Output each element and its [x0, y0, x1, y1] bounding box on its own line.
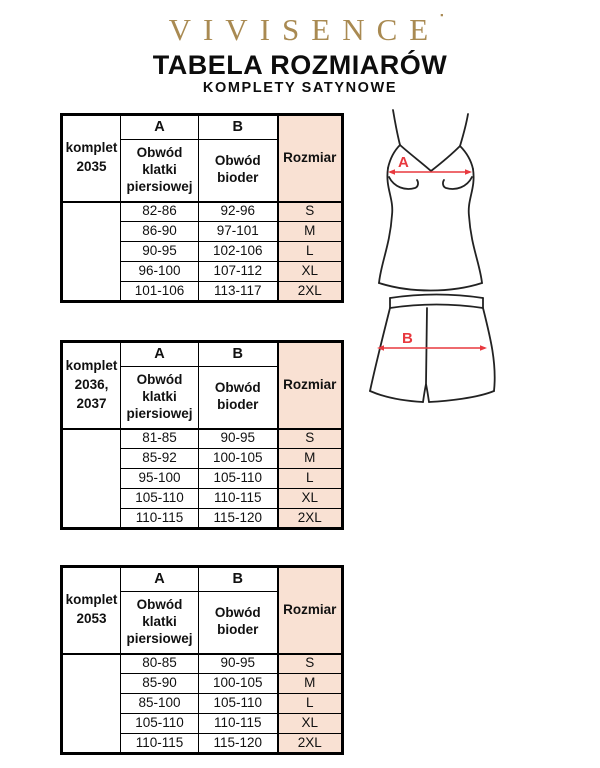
label-b: B	[402, 330, 413, 347]
chest-value: 110-115	[121, 509, 199, 529]
column-a-letter: A	[121, 115, 199, 140]
hip-value: 92-96	[199, 202, 278, 222]
size-value: XL	[278, 714, 343, 734]
size-value: S	[278, 654, 343, 674]
measurement-b-arrow	[377, 330, 487, 351]
trademark-icon: ▪	[440, 10, 444, 20]
table-row	[62, 654, 343, 674]
chest-value: 105-110	[121, 489, 199, 509]
chest-value: 85-100	[121, 694, 199, 714]
column-b-label: Obwód bioder	[199, 140, 278, 202]
camisole-outline	[379, 110, 482, 291]
chest-value: 95-100	[121, 469, 199, 489]
garment-diagram	[350, 100, 600, 420]
chest-value: 90-95	[121, 242, 199, 262]
column-b-letter: B	[199, 115, 278, 140]
set-label: komplet 2036, 2037	[62, 342, 121, 429]
brand-logo	[0, 10, 600, 48]
hip-value: 100-105	[199, 449, 278, 469]
chest-value: 80-85	[121, 654, 199, 674]
chest-value: 101-106	[121, 282, 199, 302]
empty-cell	[62, 202, 121, 302]
hip-value: 113-117	[199, 282, 278, 302]
size-value: 2XL	[278, 282, 343, 302]
chest-value: 85-92	[121, 449, 199, 469]
hip-value: 105-110	[199, 694, 278, 714]
column-b-label: Obwód bioder	[199, 592, 278, 654]
table-row	[62, 429, 343, 449]
hip-value: 90-95	[199, 429, 278, 449]
size-value: L	[278, 469, 343, 489]
size-value: M	[278, 449, 343, 469]
size-value: 2XL	[278, 734, 343, 754]
column-a-label: Obwód klatki piersiowej	[121, 140, 199, 202]
set-label: komplet 2035	[62, 115, 121, 202]
size-value: M	[278, 674, 343, 694]
set-label: komplet 2053	[62, 567, 121, 654]
column-a-letter: A	[121, 342, 199, 367]
size-value: M	[278, 222, 343, 242]
hip-value: 100-105	[199, 674, 278, 694]
page-title: TABELA ROZMIARÓW	[152, 50, 448, 80]
label-a: A	[398, 154, 409, 171]
size-value: S	[278, 429, 343, 449]
hip-value: 107-112	[199, 262, 278, 282]
chest-value: 81-85	[121, 429, 199, 449]
chest-value: 86-90	[121, 222, 199, 242]
size-column-header: Rozmiar	[278, 567, 343, 654]
size-table-komplet-2035	[60, 113, 344, 303]
column-a-letter: A	[121, 567, 199, 592]
empty-cell	[62, 654, 121, 754]
hip-value: 105-110	[199, 469, 278, 489]
hip-value: 90-95	[199, 654, 278, 674]
column-a-label: Obwód klatki piersiowej	[121, 367, 199, 429]
column-a-label: Obwód klatki piersiowej	[121, 592, 199, 654]
column-b-letter: B	[199, 567, 278, 592]
hip-value: 110-115	[199, 714, 278, 734]
size-table-komplet-2036-2037	[60, 340, 344, 530]
hip-value: 102-106	[199, 242, 278, 262]
size-value: L	[278, 694, 343, 714]
column-b-letter: B	[199, 342, 278, 367]
size-column-header: Rozmiar	[278, 342, 343, 429]
size-table-komplet-2053	[60, 565, 344, 755]
chest-value: 96-100	[121, 262, 199, 282]
size-column-header: Rozmiar	[278, 115, 343, 202]
page-subtitle: KOMPLETY SATYNOWE	[202, 80, 398, 96]
hip-value: 115-120	[199, 509, 278, 529]
size-value: S	[278, 202, 343, 222]
hip-value: 97-101	[199, 222, 278, 242]
size-value: 2XL	[278, 509, 343, 529]
measurement-a-arrow	[388, 154, 472, 175]
empty-cell	[62, 429, 121, 529]
chest-value: 110-115	[121, 734, 199, 754]
hip-value: 115-120	[199, 734, 278, 754]
chest-value: 82-86	[121, 202, 199, 222]
column-b-label: Obwód bioder	[199, 367, 278, 429]
size-value: XL	[278, 489, 343, 509]
chest-value: 105-110	[121, 714, 199, 734]
chest-value: 85-90	[121, 674, 199, 694]
size-value: XL	[278, 262, 343, 282]
hip-value: 110-115	[199, 489, 278, 509]
size-value: L	[278, 242, 343, 262]
brand-logo-text: VIVISENCE	[168, 12, 441, 47]
table-row	[62, 202, 343, 222]
